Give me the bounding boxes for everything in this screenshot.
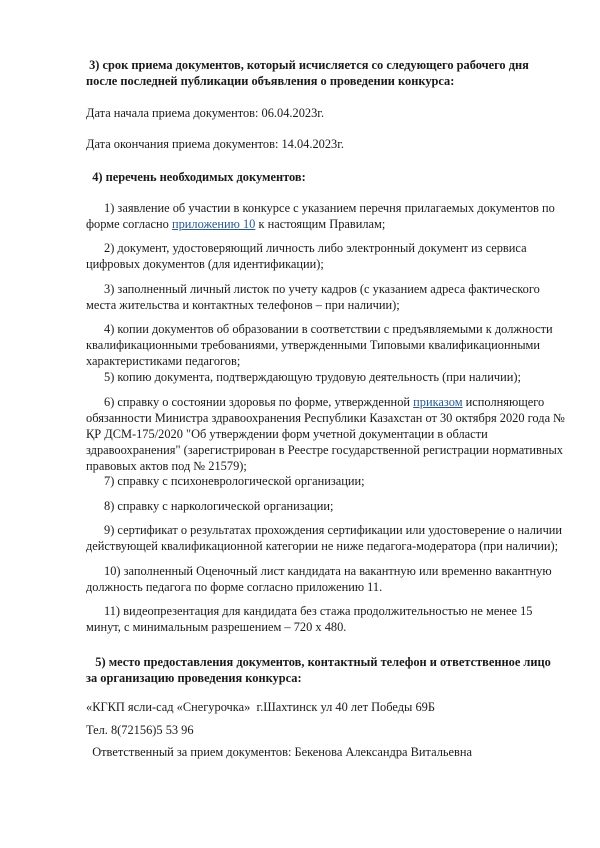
document-link[interactable]: приказом: [413, 395, 463, 409]
list-item-line: [86, 426, 556, 442]
text-segment: к настоящим Правилам;: [255, 217, 386, 231]
text-segment: 11) видеопрезентация для кандидата без стажа продолжительностью не менее 15: [104, 604, 533, 618]
section3-heading: [86, 57, 556, 89]
document-link[interactable]: приложению 10: [171, 217, 256, 231]
list-item: [86, 394, 565, 474]
list-item-line: [86, 603, 556, 619]
list-item-line: [86, 410, 565, 426]
list-item-line: [86, 394, 556, 410]
list-item-line: [86, 297, 556, 313]
list-item-line: [86, 563, 556, 579]
list-item-line: [86, 200, 556, 216]
list-item-line: [86, 337, 556, 353]
text-segment: 1) заявление об участии в конкурсе с указанием перечня прилагаемых документов по: [104, 201, 555, 215]
text-segment: места жительства и контактных телефонов – при наличии);: [86, 298, 400, 312]
start-date: Дата начала приема документов: 06.04.2023г.: [86, 106, 325, 120]
address: «КГКП ясли-сад «Снегурочка» г.Шахтинск ул 40 лет Победы 69Б: [86, 700, 435, 714]
list-item: [86, 321, 556, 369]
text-segment: 3) заполненный личный листок по учету кадров (с указанием адреса фактического: [104, 282, 540, 296]
section5-heading: [86, 654, 556, 686]
text-segment: 10) заполненный Оценочный лист кандидата на вакантную или временно вакантную: [104, 564, 552, 578]
list-item-line: [86, 619, 556, 635]
list-item-line: [86, 498, 556, 514]
list-item-line: [86, 321, 556, 337]
list-item: [86, 240, 556, 272]
list-item-line: [86, 442, 564, 458]
text-segment: цифровых документов (для идентификации);: [86, 257, 324, 271]
text-segment: должность педагога по форме согласно приложению 11.: [86, 580, 383, 594]
text-segment: квалификационными требованиями, утвержденными Типовыми квалификационными: [86, 338, 541, 352]
section4-heading: 4) перечень необходимых документов:: [86, 170, 306, 184]
list-item-line: [86, 216, 556, 232]
list-item-line: [86, 458, 556, 474]
text-segment: исполняющего: [462, 395, 545, 409]
list-item: [86, 281, 556, 313]
responsible-person: Ответственный за прием документов: Бекенова Александра Витальевна: [86, 745, 473, 759]
text-segment: действующей квалификационной категории не ниже педагога-модератора (при наличии);: [86, 539, 559, 553]
list-item-line: [86, 579, 556, 595]
list-item: [86, 522, 563, 554]
text-segment: ҚР ДСМ-175/2020 "Об утверждении форм учетной документации в области: [86, 427, 488, 441]
heading-line: 5) место предоставления документов, контактный телефон и ответственное лицо: [86, 655, 551, 669]
end-date: Дата окончания приема документов: 14.04.2023г.: [86, 137, 345, 151]
list-item-line: [86, 281, 556, 297]
list-item-line: [86, 369, 556, 385]
list-item: [86, 498, 556, 514]
text-segment: 8) справку с наркологической организации;: [104, 499, 334, 513]
text-segment: правовых актов под № 21579);: [86, 459, 247, 473]
list-item-line: [86, 240, 556, 256]
text-segment: форме согласно: [86, 217, 172, 231]
text-segment: 9) сертификат о результатах прохождения сертификации или удостоверение о наличии: [104, 523, 563, 537]
list-item-line: [86, 538, 559, 554]
heading-line: после последней публикации объявления о проведении конкурса:: [86, 74, 455, 88]
list-item: [86, 473, 556, 489]
text-segment: 4) копии документов об образовании в соответствии с предъявляемыми к должности: [104, 322, 553, 336]
list-item-line: [86, 256, 556, 272]
list-item: [86, 369, 556, 385]
list-item: [86, 200, 556, 232]
text-segment: характеристиками педагогов;: [86, 354, 241, 368]
heading-line: за организацию проведения конкурса:: [86, 671, 302, 685]
text-segment: 7) справку с психоневрологической организации;: [104, 474, 365, 488]
list-item-line: [86, 473, 556, 489]
list-item-line: [86, 353, 556, 369]
list-item: [86, 603, 556, 635]
text-segment: 6) справку о состоянии здоровья по форме, утвержденной: [104, 395, 414, 409]
text-segment: минут, с минимальным разрешением – 720 х 480.: [86, 620, 347, 634]
list-item-line: [86, 522, 563, 538]
text-segment: обязанности Министра здравоохранения Республики Казахстан от 30 октября 2020 года №: [86, 411, 565, 425]
text-segment: здравоохранения" (зарегистрирован в Реестре государственной регистрации нормативных: [86, 443, 564, 457]
list-item: [86, 563, 556, 595]
text-segment: 2) документ, удостоверяющий личность либо электронный документ из сервиса: [104, 241, 527, 255]
phone: Тел. 8(72156)5 53 96: [86, 723, 194, 737]
text-segment: 5) копию документа, подтверждающую трудовую деятельность (при наличии);: [104, 370, 521, 384]
heading-line: 3) срок приема документов, который исчисляется со следующего рабочего дня: [86, 58, 529, 72]
